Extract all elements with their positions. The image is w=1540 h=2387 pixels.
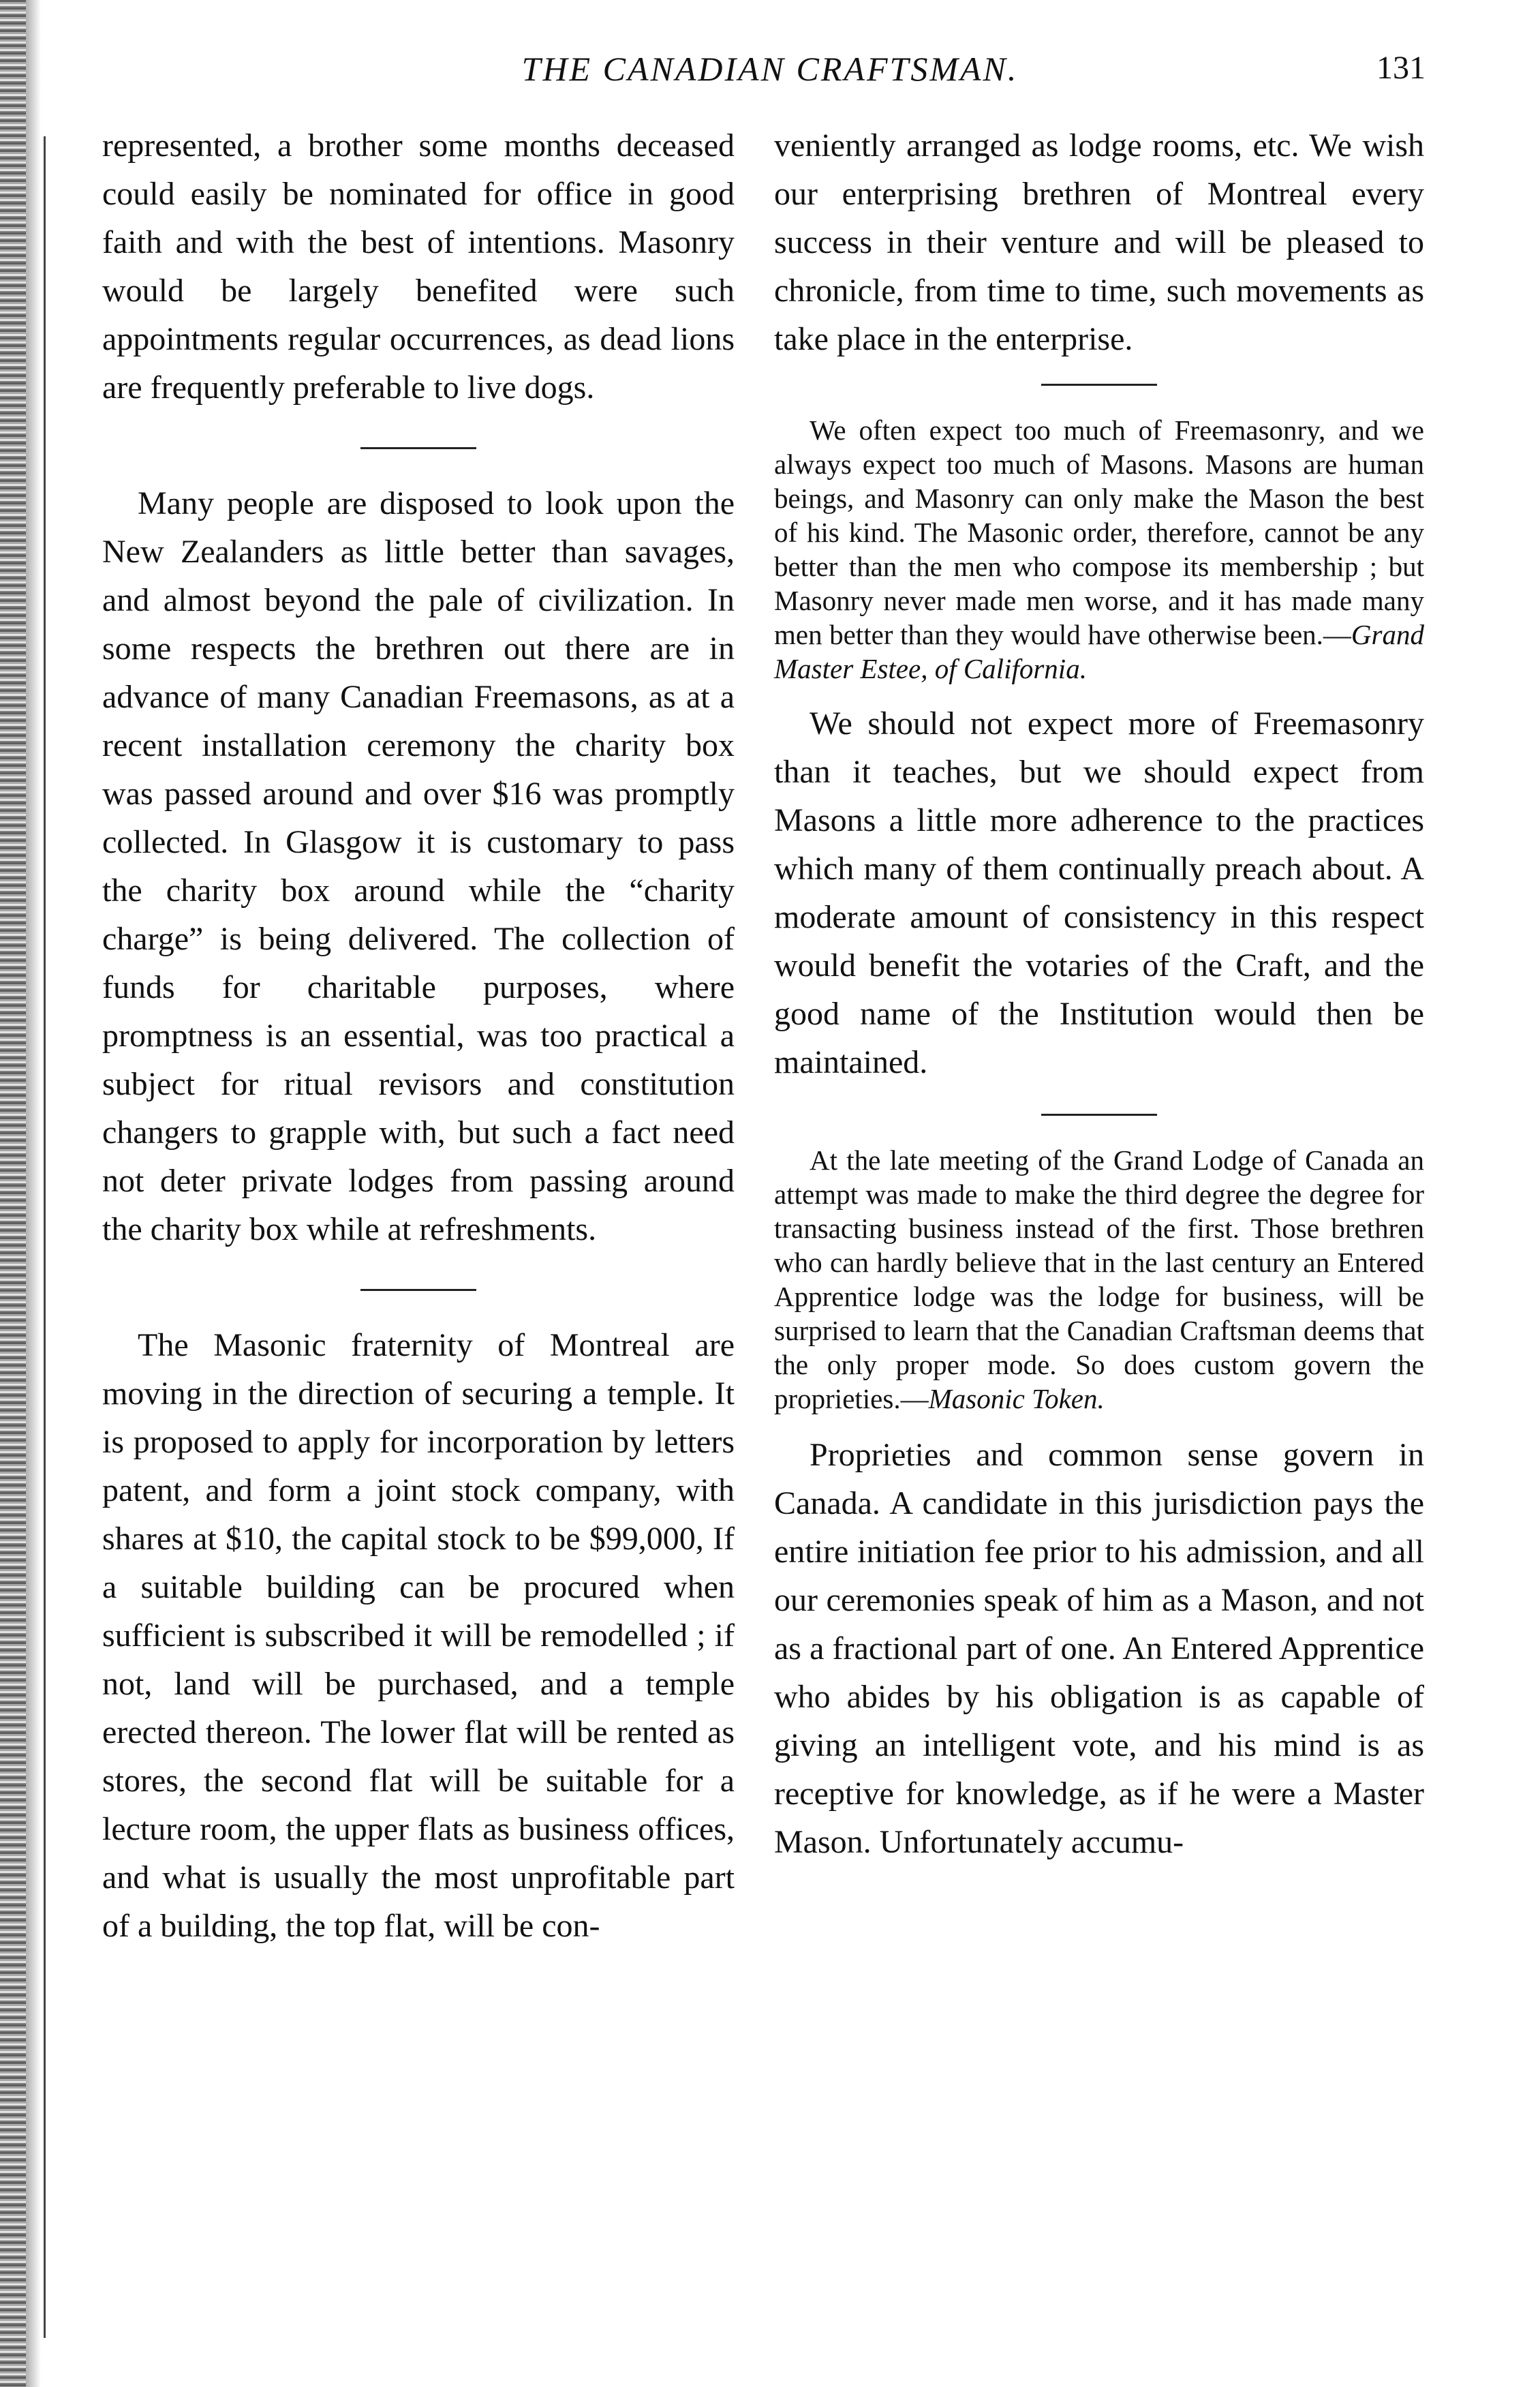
- quote-grand-master: [774, 413, 1424, 686]
- binding-shadow: [26, 0, 41, 2387]
- quote-attribution: Masonic Token.: [928, 1383, 1105, 1414]
- margin-rule: [44, 136, 46, 2338]
- right-column: [774, 121, 1424, 1866]
- page-binding-edge: [0, 0, 26, 2387]
- running-title: THE CANADIAN CRAFTSMAN.: [521, 50, 1019, 88]
- section-divider: [360, 447, 476, 449]
- left-paragraph-2: Many people are disposed to look upon the New Zealanders as little better than savages, and almost beyond the pale of civilization. In some respects the brethren out there are in advance of many Canadian Freemasons, as at a recent installation ceremony the charity box was passed around and over $16 was promptly collected. In Glasgow it is customary to pass the charity box around while the “charity charge” is being delivered. The collection of funds for charitable purposes, where promptness is an essential, was too practical a subject for ritual revisors and constitution changers to grapple with, but such a fact need not deter private lodges from passing around the charity box while at refreshments.: [102, 485, 735, 1247]
- section-divider: [1041, 1114, 1157, 1116]
- quote-text: At the late meeting of the Grand Lodge of Canada an attempt was made to make the third degree the degree for transacting business instead of the first. Those brethren who can hardly believe that in the last century an Entered Apprentice lodge was the lodge for business, will be surprised to learn that the Canadian Craftsman deems that the only proper mode. So does custom govern the proprieties.—: [774, 1144, 1424, 1414]
- quote-masonic-token: [774, 1143, 1424, 1416]
- section-divider: [360, 1289, 476, 1291]
- quote-attribution: Grand Master Estee, of California.: [774, 619, 1424, 684]
- right-paragraph-1: veniently arranged as lodge rooms, etc. We wish our enterprising brethren of Montreal every success in their venture and will be pleased to chronicle, from time to time, such movements as take place in the enterprise.: [774, 127, 1424, 357]
- right-paragraph-2: We should not expect more of Freemasonry than it teaches, but we should expect from Masons a little more adherence to the practices which many of them continually preach about. A moderate amount of consistency in this respect would benefit the votaries of the Craft, and the good name of the Institution would then be maintained.: [774, 705, 1424, 1080]
- section-divider: [1041, 384, 1157, 386]
- page-number: 131: [1376, 50, 1426, 86]
- left-paragraph-1: represented, a brother some months deceased could easily be nominated for office in good faith and with the best of intentions. Masonry would be largely benefited were such appointments regular occurrences, as dead lions are frequently preferable to live dogs.: [102, 127, 735, 406]
- left-column: [102, 121, 735, 1950]
- right-paragraph-3: Proprieties and common sense govern in Canada. A candidate in this jurisdiction pays the entire initiation fee prior to his admission, and all our ceremonies speak of him as a Mason, and not as a fractional part of one. An Entered Apprentice who abides by his obligation is as capable of giving an intelligent vote, and his mind is as receptive for knowledge, as if he were a Master Mason. Unfortunately accumu-: [774, 1437, 1424, 1860]
- left-paragraph-3: The Masonic fraternity of Montreal are moving in the direction of securing a temple. It is proposed to apply for incorporation by letters patent, and form a joint stock company, with shares at $10, the capital stock to be $99,000, If a suitable building can be procured when sufficient is subscribed it will be remodelled ; if not, land will be purchased, and a temple erected thereon. The lower flat will be rented as stores, the second flat will be suitable for a lecture room, the upper flats as business offices, and what is usually the most unprofitable part of a building, the top flat, will be con-: [102, 1327, 735, 1944]
- quote-text: We often expect too much of Freemasonry, and we always expect too much of Masons. Masons are human beings, and Masonry can only make the Mason the best of his kind. The Masonic order, therefore, cannot be any better than the men who compose its membership ; but Masonry never made men worse, and it has made many men better than they would have otherwise been.—: [774, 414, 1424, 650]
